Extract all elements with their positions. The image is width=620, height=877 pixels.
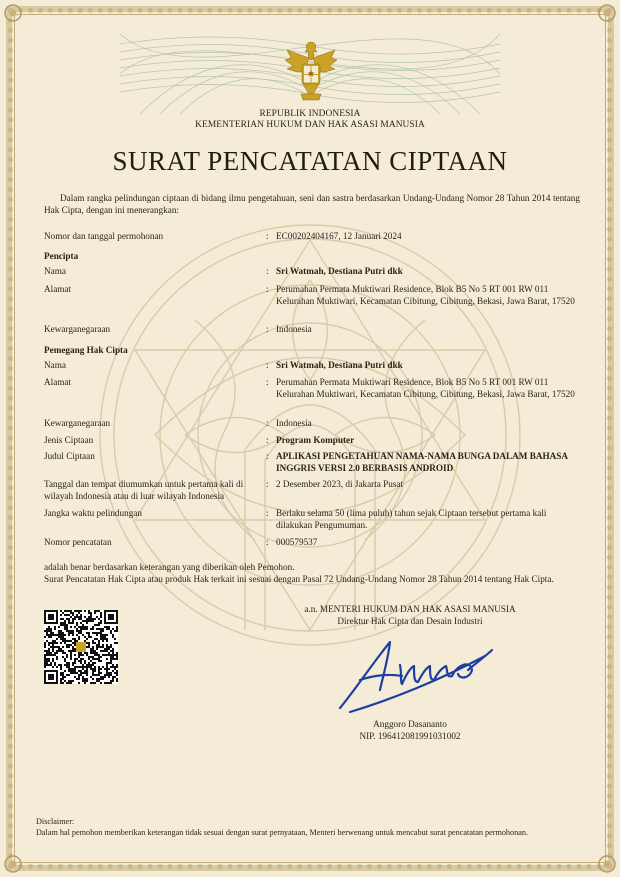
corner-ornament-icon: [596, 853, 618, 875]
country-heading: REPUBLIK INDONESIA: [259, 109, 361, 119]
pencipta-kewarganegaraan-value: Indonesia: [276, 324, 312, 334]
colon: :: [266, 360, 269, 370]
disclaimer-heading: Disclaimer:: [36, 817, 75, 826]
field-label: Jangka waktu pelindungan: [44, 508, 142, 518]
closing-line-1: adalah benar berdasarkan keterangan yang diberikan oleh Pemohon.: [44, 562, 295, 572]
nomor-pencatatan-value: 000579537: [276, 537, 318, 547]
garuda-emblem-icon: [283, 36, 339, 106]
colon: :: [266, 451, 269, 461]
colon: :: [266, 231, 269, 241]
intro-paragraph: Dalam rangka pelindungan ciptaan di bidang ilmu pengetahuan, seni dan sastra berdasarkan Undang-Undang Nomor 28 Tahun 2014 tentang Hak Cipta, dengan ini menerangkan:: [44, 193, 580, 215]
field-label: Kewarganegaraan: [44, 324, 111, 334]
pemegang-kewarganegaraan-value: Indonesia: [276, 418, 312, 428]
field-label: Nama: [44, 360, 66, 370]
colon: :: [266, 324, 269, 334]
colon: :: [266, 284, 269, 294]
field-label: Judul Ciptaan: [44, 451, 95, 461]
colon: :: [266, 266, 269, 276]
colon: :: [266, 508, 269, 518]
application-value: EC00202404167, 12 Januari 2024: [276, 231, 402, 241]
pemegang-alamat-value: Perumahan Permata Muktiwari Residence, Blok B5 No 5 RT 001 RW 011 Kelurahan Muktiwari, Kecamatan Cibitung, Cibitung, Bekasi, Jawa Barat, 17520: [276, 377, 575, 399]
signatory-nip: NIP. 196412081991031002: [359, 731, 461, 741]
signatory-on-behalf: a.n. MENTERI HUKUM DAN HAK ASASI MANUSIA: [304, 604, 516, 614]
section-heading-pemegang: Pemegang Hak Cipta: [44, 345, 128, 355]
tanggal-pengumuman-value: 2 Desember 2023, di Jakarta Pusat: [276, 479, 404, 489]
field-label: Nama: [44, 266, 66, 276]
handwritten-signature-icon: [330, 620, 500, 720]
field-label: Nomor dan tanggal permohonan: [44, 231, 164, 241]
corner-ornament-icon: [596, 2, 618, 24]
disclaimer-text: Dalam hal pemohon memberikan keterangan tidak sesuai dengan surat pernyataan, Menteri berwenang untuk mencabut surat pencatatan permohonan.: [36, 828, 528, 837]
field-label: Tanggal dan tempat diumumkan untuk pertama kali di wilayah Indonesia atau di luar wilayah Indonesia: [44, 479, 244, 501]
section-heading-pencipta: Pencipta: [44, 251, 79, 261]
corner-ornament-icon: [2, 853, 24, 875]
field-label: Kewarganegaraan: [44, 418, 111, 428]
colon: :: [266, 418, 269, 428]
field-label: Alamat: [44, 377, 72, 387]
ministry-heading: KEMENTERIAN HUKUM DAN HAK ASASI MANUSIA: [195, 120, 425, 130]
jenis-ciptaan-value: Program Komputer: [276, 435, 355, 445]
page-title: SURAT PENCATATAN CIPTAAN: [112, 146, 508, 176]
colon: :: [266, 537, 269, 547]
qr-code-icon: [44, 610, 118, 684]
jangka-waktu-value: Berlaku selama 50 (lima puluh) tahun sejak Ciptaan tersebut pertama kali dilakukan Pengumuman.: [276, 508, 547, 530]
field-label: Jenis Ciptaan: [44, 435, 94, 445]
pemegang-nama-value: Sri Watmah, Destiana Putri dkk: [276, 360, 403, 370]
signatory-position: Direktur Hak Cipta dan Desain Industri: [337, 616, 483, 626]
colon: :: [266, 435, 269, 445]
judul-ciptaan-value: APLIKASI PENGETAHUAN NAMA-NAMA BUNGA DALAM BAHASA INGGRIS VERSI 2.0 BERBASIS ANDROID: [276, 451, 568, 473]
closing-line-2: Surat Pencatatan Hak Cipta atau produk Hak terkait ini sesuai dengan Pasal 72 Undang-Undang Nomor 28 Tahun 2014 tentang Hak Cipta.: [44, 574, 554, 584]
colon: :: [266, 479, 269, 489]
field-label: Nomor pencatatan: [44, 537, 112, 547]
field-label: Alamat: [44, 284, 72, 294]
signatory-name: Anggoro Dasananto: [373, 719, 447, 729]
pencipta-alamat-value: Perumahan Permata Muktiwari Residence, Blok B5 No 5 RT 001 RW 011 Kelurahan Muktiwari, Kecamatan Cibitung, Cibitung, Bekasi, Jawa Barat, 17520: [276, 284, 575, 306]
colon: :: [266, 377, 269, 387]
pencipta-nama-value: Sri Watmah, Destiana Putri dkk: [276, 266, 403, 276]
corner-ornament-icon: [2, 2, 24, 24]
